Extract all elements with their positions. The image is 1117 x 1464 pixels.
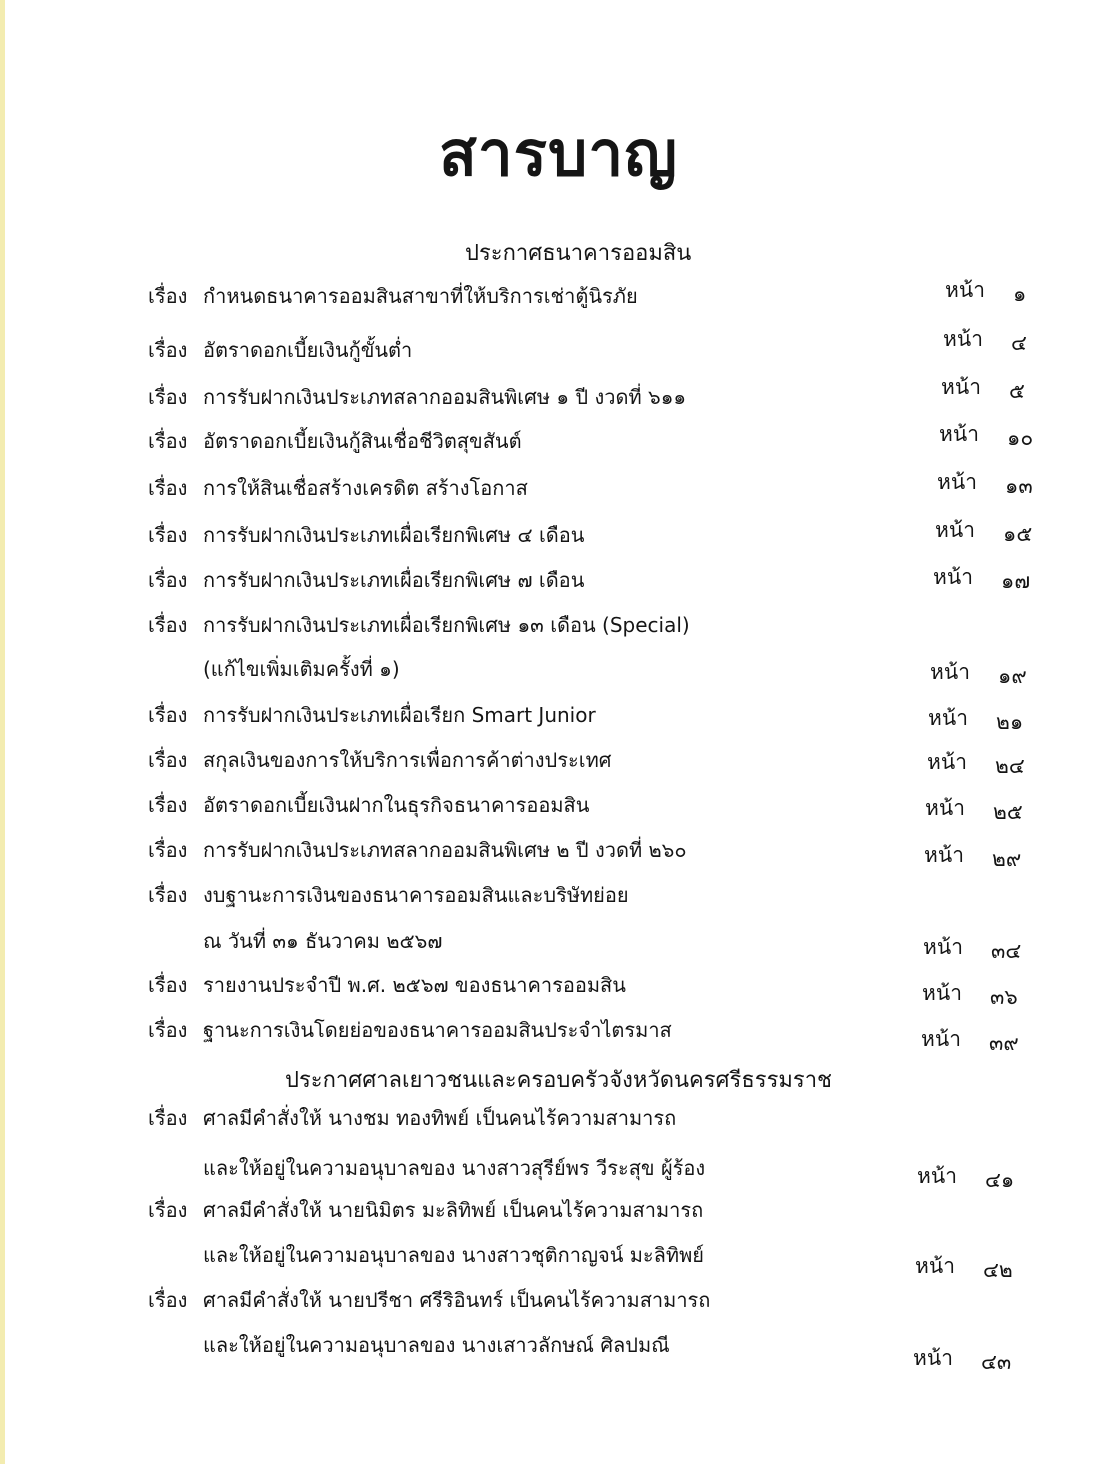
page-number: ๔ xyxy=(1011,331,1027,355)
entry-title: สกุลเงินของการให้บริการเพื่อการค้าต่างประเทศ xyxy=(203,748,612,772)
page-number: ๓๔ xyxy=(991,939,1022,963)
page-number: ๒๑ xyxy=(996,710,1024,734)
entry-title: การรับฝากเงินประเภทสลากออมสินพิเศษ ๑ ปี งวดที่ ๖๑๑ xyxy=(203,385,687,409)
page-number: ๑๕ xyxy=(1003,522,1033,546)
section-heading: ประกาศศาลเยาวชนและครอบครัวจังหวัดนครศรีธรรมราช xyxy=(285,1068,832,1093)
entry-title: ศาลมีคำสั่งให้ นายปรีชา ศรีริอินทร์ เป็นคนไร้ความสามารถ xyxy=(203,1288,711,1312)
page-number: ๔๒ xyxy=(983,1258,1013,1282)
entry-title: การรับฝากเงินประเภทเผื่อเรียกพิเศษ ๑๓ เดือน (Special) xyxy=(203,613,690,637)
page-number: ๔๓ xyxy=(981,1350,1012,1374)
entry-label: เรื่อง xyxy=(148,338,188,362)
page-label: หน้า xyxy=(943,327,983,351)
page-label: หน้า xyxy=(924,843,964,867)
page-number: ๑๓ xyxy=(1005,474,1033,498)
entry-label: เรื่อง xyxy=(148,703,188,727)
entry-label: เรื่อง xyxy=(148,793,188,817)
scan-edge xyxy=(0,0,5,1464)
entry-label: เรื่อง xyxy=(148,476,188,500)
entry-title: และให้อยู่ในความอนุบาลของ นางเสาวลักษณ์ ศิลปมณี xyxy=(203,1333,670,1357)
page-label: หน้า xyxy=(925,796,965,820)
entry-label: เรื่อง xyxy=(148,1288,188,1312)
entry-title: กำหนดธนาคารออมสินสาขาที่ให้บริการเช่าตู้นิรภัย xyxy=(203,284,638,308)
entry-title: ฐานะการเงินโดยย่อของธนาคารออมสินประจำไตรมาส xyxy=(203,1018,672,1042)
page-number: ๒๕ xyxy=(993,800,1023,824)
page-label: หน้า xyxy=(917,1164,957,1188)
entry-title: อัตราดอกเบี้ยเงินกู้สินเชื่อชีวิตสุขสันต์ xyxy=(203,429,522,453)
entry-label: เรื่อง xyxy=(148,748,188,772)
entry-label: เรื่อง xyxy=(148,385,188,409)
entry-title: การรับฝากเงินประเภทเผื่อเรียกพิเศษ ๗ เดือน xyxy=(203,568,585,592)
page-number: ๓๖ xyxy=(990,985,1018,1009)
entry-title: การรับฝากเงินประเภทสลากออมสินพิเศษ ๒ ปี งวดที่ ๒๖๐ xyxy=(203,838,687,862)
entry-title: อัตราดอกเบี้ยเงินฝากในธุรกิจธนาคารออมสิน xyxy=(203,793,590,817)
entry-title: ศาลมีคำสั่งให้ นางชม ทองทิพย์ เป็นคนไร้ความสามารถ xyxy=(203,1106,677,1130)
page-label: หน้า xyxy=(937,470,977,494)
page-number: ๑ xyxy=(1013,282,1027,306)
entry-label: เรื่อง xyxy=(148,838,188,862)
entry-label: เรื่อง xyxy=(148,613,188,637)
entry-title: งบฐานะการเงินของธนาคารออมสินและบริษัทย่อย xyxy=(203,883,629,907)
entry-title: การรับฝากเงินประเภทเผื่อเรียกพิเศษ ๔ เดือน xyxy=(203,523,585,547)
page-label: หน้า xyxy=(927,750,967,774)
entry-label: เรื่อง xyxy=(148,523,188,547)
page-label: หน้า xyxy=(941,375,981,399)
entry-label: เรื่อง xyxy=(148,568,188,592)
page-label: หน้า xyxy=(939,422,979,446)
page-label: หน้า xyxy=(921,1027,961,1051)
entry-label: เรื่อง xyxy=(148,1018,188,1042)
page-number: ๔๑ xyxy=(985,1168,1015,1192)
entry-title: รายงานประจำปี พ.ศ. ๒๕๖๗ ของธนาคารออมสิน xyxy=(203,973,626,997)
page-number: ๕ xyxy=(1009,379,1025,403)
entry-title: การให้สินเชื่อสร้างเครดิต สร้างโอกาส xyxy=(203,476,528,500)
entry-label: เรื่อง xyxy=(148,429,188,453)
page-label: หน้า xyxy=(922,981,962,1005)
page-number: ๑๗ xyxy=(1001,569,1031,593)
entry-title: และให้อยู่ในความอนุบาลของ นางสาวชุติกาญจน์ มะลิทิพย์ xyxy=(203,1243,704,1267)
page-label: หน้า xyxy=(915,1254,955,1278)
entry-title: ณ วันที่ ๓๑ ธันวาคม ๒๕๖๗ xyxy=(203,929,443,953)
entry-label: เรื่อง xyxy=(148,973,188,997)
page-number: ๑๐ xyxy=(1007,426,1034,450)
entry-label: เรื่อง xyxy=(148,883,188,907)
entry-label: เรื่อง xyxy=(148,1198,188,1222)
page-number: ๒๙ xyxy=(992,847,1022,871)
entry-title: การรับฝากเงินประเภทเผื่อเรียก Smart Junior xyxy=(203,703,596,727)
page-label: หน้า xyxy=(923,935,963,959)
entry-title: อัตราดอกเบี้ยเงินกู้ขั้นต่ำ xyxy=(203,338,413,362)
page-label: หน้า xyxy=(933,565,973,589)
entry-label: เรื่อง xyxy=(148,1106,188,1130)
entry-title: ศาลมีคำสั่งให้ นายนิมิตร มะลิทิพย์ เป็นคนไร้ความสามารถ xyxy=(203,1198,704,1222)
page-number: ๓๙ xyxy=(989,1031,1019,1055)
entry-title: และให้อยู่ในความอนุบาลของ นางสาวสุรีย์พร วีระสุข ผู้ร้อง xyxy=(203,1156,706,1180)
section-heading: ประกาศธนาคารออมสิน xyxy=(465,241,692,266)
page-label: หน้า xyxy=(913,1346,953,1370)
page-label: หน้า xyxy=(928,706,968,730)
page-number: ๑๙ xyxy=(998,664,1027,688)
page-label: หน้า xyxy=(945,278,985,302)
page-label: หน้า xyxy=(930,660,970,684)
entry-title: (แก้ไขเพิ่มเติมครั้งที่ ๑) xyxy=(203,657,400,681)
page-label: หน้า xyxy=(935,518,975,542)
page-title: สารบาญ xyxy=(439,117,678,190)
page-number: ๒๔ xyxy=(995,754,1025,778)
entry-label: เรื่อง xyxy=(148,284,188,308)
